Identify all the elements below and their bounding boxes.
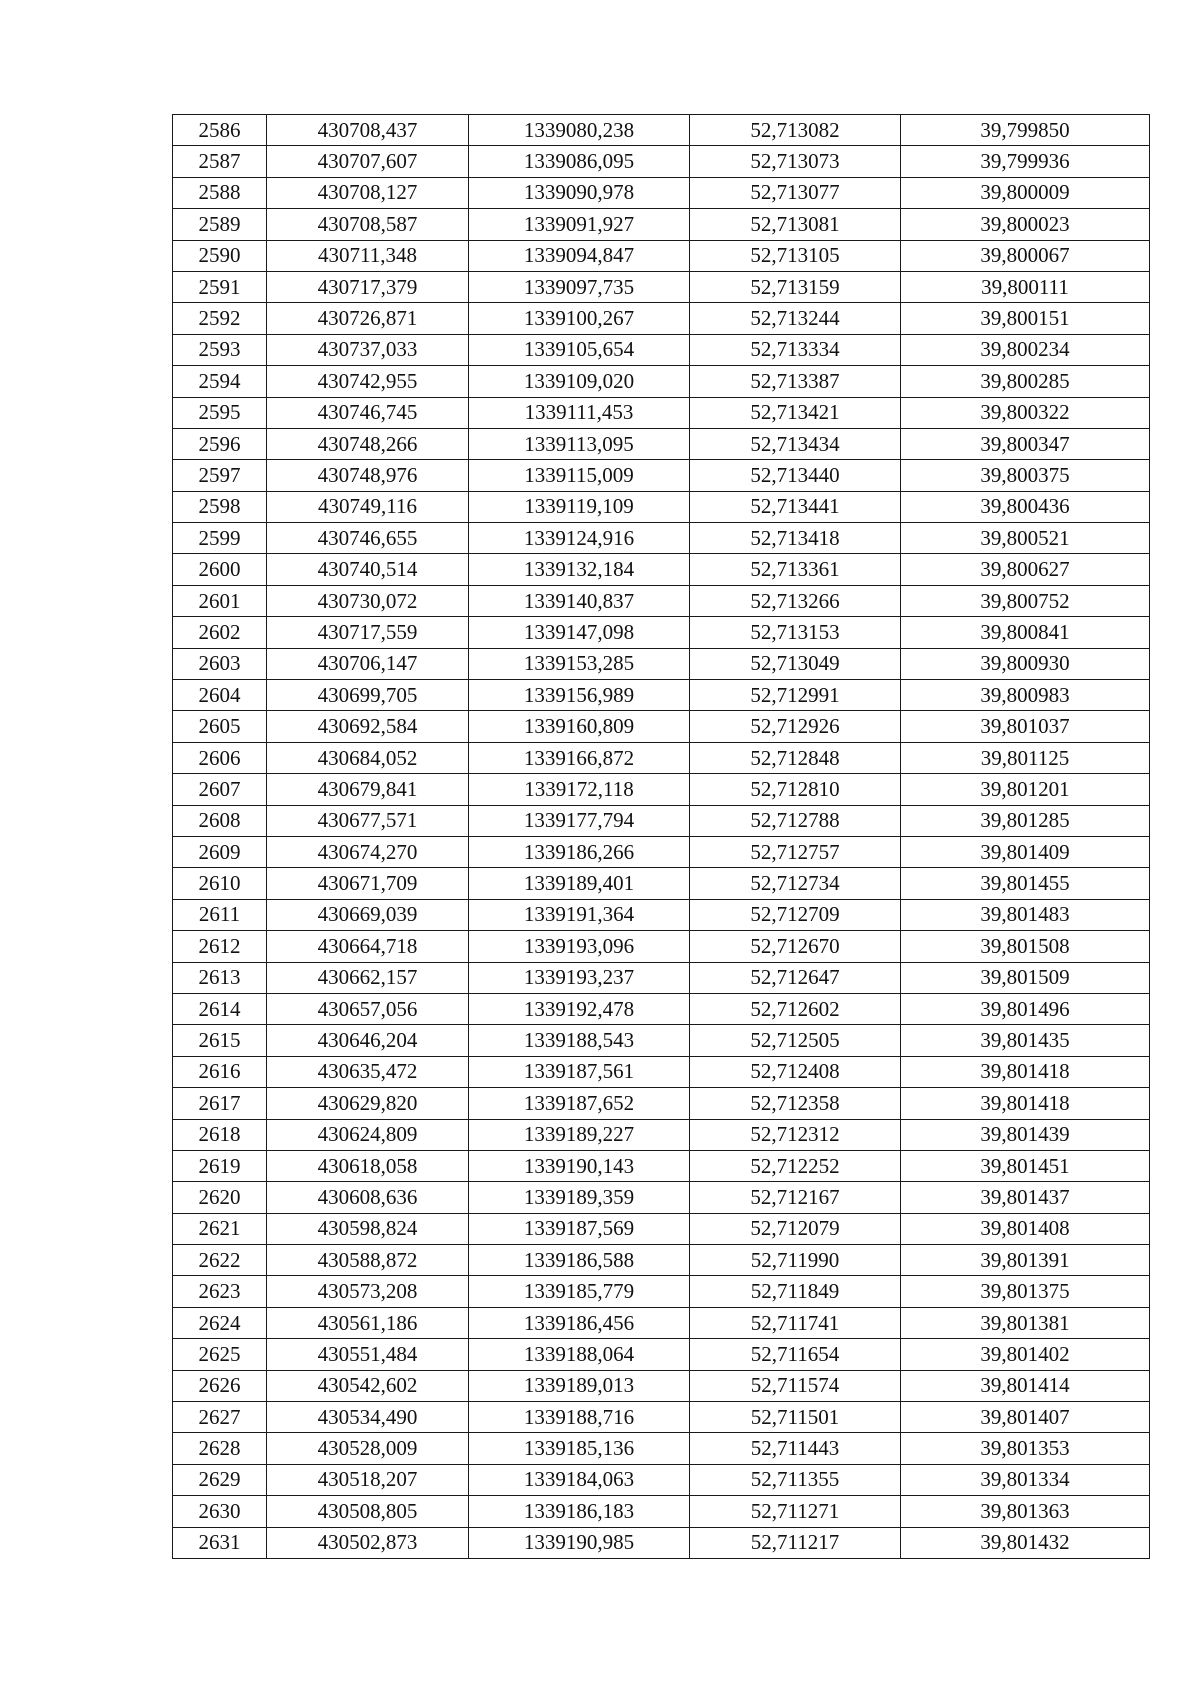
table-row: [173, 366, 1150, 397]
longitude-cell: 39,801402: [901, 1339, 1150, 1370]
y-coordinate-cell: 1339186,456: [469, 1307, 690, 1338]
longitude-cell: 39,801418: [901, 1056, 1150, 1087]
table-row: [173, 1464, 1150, 1495]
x-coordinate-cell: 430717,379: [267, 271, 469, 302]
y-coordinate-cell: 1339119,109: [469, 491, 690, 522]
longitude-cell: 39,801037: [901, 711, 1150, 742]
table-row: [173, 1307, 1150, 1338]
table-row: [173, 1213, 1150, 1244]
table-row: [173, 1276, 1150, 1307]
point-number-cell: 2631: [173, 1527, 267, 1558]
x-coordinate-cell: 430684,052: [267, 742, 469, 773]
latitude-cell: 52,713077: [690, 177, 901, 208]
y-coordinate-cell: 1339189,227: [469, 1119, 690, 1150]
latitude-cell: 52,711271: [690, 1496, 901, 1527]
point-number-cell: 2605: [173, 711, 267, 742]
table-row: [173, 742, 1150, 773]
longitude-cell: 39,801407: [901, 1402, 1150, 1433]
x-coordinate-cell: 430528,009: [267, 1433, 469, 1464]
latitude-cell: 52,713266: [690, 585, 901, 616]
point-number-cell: 2619: [173, 1150, 267, 1181]
y-coordinate-cell: 1339186,266: [469, 836, 690, 867]
point-number-cell: 2616: [173, 1056, 267, 1087]
table-row: [173, 240, 1150, 271]
y-coordinate-cell: 1339113,095: [469, 428, 690, 459]
point-number-cell: 2588: [173, 177, 267, 208]
x-coordinate-cell: 430624,809: [267, 1119, 469, 1150]
y-coordinate-cell: 1339190,985: [469, 1527, 690, 1558]
point-number-cell: 2620: [173, 1182, 267, 1213]
point-number-cell: 2597: [173, 460, 267, 491]
latitude-cell: 52,711217: [690, 1527, 901, 1558]
longitude-cell: 39,800322: [901, 397, 1150, 428]
y-coordinate-cell: 1339094,847: [469, 240, 690, 271]
longitude-cell: 39,799850: [901, 115, 1150, 146]
longitude-cell: 39,800752: [901, 585, 1150, 616]
y-coordinate-cell: 1339140,837: [469, 585, 690, 616]
table-row: [173, 209, 1150, 240]
y-coordinate-cell: 1339187,561: [469, 1056, 690, 1087]
table-row: [173, 1527, 1150, 1558]
longitude-cell: 39,801435: [901, 1025, 1150, 1056]
y-coordinate-cell: 1339109,020: [469, 366, 690, 397]
x-coordinate-cell: 430677,571: [267, 805, 469, 836]
table-row: [173, 931, 1150, 962]
y-coordinate-cell: 1339185,779: [469, 1276, 690, 1307]
latitude-cell: 52,713082: [690, 115, 901, 146]
y-coordinate-cell: 1339193,096: [469, 931, 690, 962]
longitude-cell: 39,800983: [901, 680, 1150, 711]
point-number-cell: 2586: [173, 115, 267, 146]
latitude-cell: 52,713441: [690, 491, 901, 522]
table-row: [173, 899, 1150, 930]
y-coordinate-cell: 1339100,267: [469, 303, 690, 334]
y-coordinate-cell: 1339132,184: [469, 554, 690, 585]
y-coordinate-cell: 1339185,136: [469, 1433, 690, 1464]
point-number-cell: 2614: [173, 993, 267, 1024]
x-coordinate-cell: 430717,559: [267, 617, 469, 648]
x-coordinate-cell: 430746,745: [267, 397, 469, 428]
x-coordinate-cell: 430646,204: [267, 1025, 469, 1056]
point-number-cell: 2617: [173, 1088, 267, 1119]
point-number-cell: 2625: [173, 1339, 267, 1370]
latitude-cell: 52,713159: [690, 271, 901, 302]
longitude-cell: 39,801125: [901, 742, 1150, 773]
latitude-cell: 52,713387: [690, 366, 901, 397]
longitude-cell: 39,801285: [901, 805, 1150, 836]
point-number-cell: 2607: [173, 774, 267, 805]
latitude-cell: 52,713361: [690, 554, 901, 585]
latitude-cell: 52,712810: [690, 774, 901, 805]
latitude-cell: 52,712079: [690, 1213, 901, 1244]
point-number-cell: 2611: [173, 899, 267, 930]
y-coordinate-cell: 1339187,652: [469, 1088, 690, 1119]
x-coordinate-cell: 430708,587: [267, 209, 469, 240]
y-coordinate-cell: 1339190,143: [469, 1150, 690, 1181]
latitude-cell: 52,712848: [690, 742, 901, 773]
y-coordinate-cell: 1339147,098: [469, 617, 690, 648]
y-coordinate-cell: 1339192,478: [469, 993, 690, 1024]
point-number-cell: 2593: [173, 334, 267, 365]
y-coordinate-cell: 1339097,735: [469, 271, 690, 302]
x-coordinate-cell: 430573,208: [267, 1276, 469, 1307]
longitude-cell: 39,801509: [901, 962, 1150, 993]
table-row: [173, 962, 1150, 993]
point-number-cell: 2613: [173, 962, 267, 993]
table-row: [173, 397, 1150, 428]
y-coordinate-cell: 1339186,183: [469, 1496, 690, 1527]
latitude-cell: 52,711849: [690, 1276, 901, 1307]
x-coordinate-cell: 430561,186: [267, 1307, 469, 1338]
table-row: [173, 1433, 1150, 1464]
table-row: [173, 993, 1150, 1024]
longitude-cell: 39,801414: [901, 1370, 1150, 1401]
x-coordinate-cell: 430598,824: [267, 1213, 469, 1244]
y-coordinate-cell: 1339160,809: [469, 711, 690, 742]
x-coordinate-cell: 430662,157: [267, 962, 469, 993]
x-coordinate-cell: 430508,805: [267, 1496, 469, 1527]
table-row: [173, 680, 1150, 711]
point-number-cell: 2626: [173, 1370, 267, 1401]
point-number-cell: 2615: [173, 1025, 267, 1056]
x-coordinate-cell: 430742,955: [267, 366, 469, 397]
point-number-cell: 2595: [173, 397, 267, 428]
y-coordinate-cell: 1339156,989: [469, 680, 690, 711]
longitude-cell: 39,801451: [901, 1150, 1150, 1181]
table-row: [173, 491, 1150, 522]
point-number-cell: 2602: [173, 617, 267, 648]
y-coordinate-cell: 1339086,095: [469, 146, 690, 177]
latitude-cell: 52,711443: [690, 1433, 901, 1464]
table-row: [173, 428, 1150, 459]
table-row: [173, 805, 1150, 836]
x-coordinate-cell: 430699,705: [267, 680, 469, 711]
latitude-cell: 52,712647: [690, 962, 901, 993]
x-coordinate-cell: 430708,437: [267, 115, 469, 146]
x-coordinate-cell: 430502,873: [267, 1527, 469, 1558]
latitude-cell: 52,712757: [690, 836, 901, 867]
longitude-cell: 39,801432: [901, 1527, 1150, 1558]
x-coordinate-cell: 430749,116: [267, 491, 469, 522]
x-coordinate-cell: 430746,655: [267, 523, 469, 554]
longitude-cell: 39,801508: [901, 931, 1150, 962]
table-row: [173, 334, 1150, 365]
point-number-cell: 2622: [173, 1245, 267, 1276]
latitude-cell: 52,711741: [690, 1307, 901, 1338]
longitude-cell: 39,800627: [901, 554, 1150, 585]
longitude-cell: 39,801455: [901, 868, 1150, 899]
point-number-cell: 2603: [173, 648, 267, 679]
longitude-cell: 39,800841: [901, 617, 1150, 648]
longitude-cell: 39,801408: [901, 1213, 1150, 1244]
y-coordinate-cell: 1339177,794: [469, 805, 690, 836]
latitude-cell: 52,711501: [690, 1402, 901, 1433]
point-number-cell: 2612: [173, 931, 267, 962]
point-number-cell: 2618: [173, 1119, 267, 1150]
x-coordinate-cell: 430748,976: [267, 460, 469, 491]
latitude-cell: 52,712788: [690, 805, 901, 836]
x-coordinate-cell: 430740,514: [267, 554, 469, 585]
y-coordinate-cell: 1339184,063: [469, 1464, 690, 1495]
table-row: [173, 177, 1150, 208]
longitude-cell: 39,800930: [901, 648, 1150, 679]
point-number-cell: 2596: [173, 428, 267, 459]
table-row: [173, 648, 1150, 679]
longitude-cell: 39,800067: [901, 240, 1150, 271]
point-number-cell: 2601: [173, 585, 267, 616]
longitude-cell: 39,801409: [901, 836, 1150, 867]
table-row: [173, 774, 1150, 805]
longitude-cell: 39,801363: [901, 1496, 1150, 1527]
y-coordinate-cell: 1339188,543: [469, 1025, 690, 1056]
table-row: [173, 1088, 1150, 1119]
y-coordinate-cell: 1339189,359: [469, 1182, 690, 1213]
x-coordinate-cell: 430707,607: [267, 146, 469, 177]
point-number-cell: 2630: [173, 1496, 267, 1527]
y-coordinate-cell: 1339111,453: [469, 397, 690, 428]
latitude-cell: 52,713049: [690, 648, 901, 679]
y-coordinate-cell: 1339105,654: [469, 334, 690, 365]
table-row: [173, 1402, 1150, 1433]
point-number-cell: 2589: [173, 209, 267, 240]
latitude-cell: 52,713105: [690, 240, 901, 271]
x-coordinate-cell: 430674,270: [267, 836, 469, 867]
y-coordinate-cell: 1339193,237: [469, 962, 690, 993]
x-coordinate-cell: 430671,709: [267, 868, 469, 899]
point-number-cell: 2608: [173, 805, 267, 836]
y-coordinate-cell: 1339188,716: [469, 1402, 690, 1433]
point-number-cell: 2627: [173, 1402, 267, 1433]
point-number-cell: 2590: [173, 240, 267, 271]
table-row: [173, 271, 1150, 302]
table-row: [173, 585, 1150, 616]
point-number-cell: 2587: [173, 146, 267, 177]
table-row: [173, 1150, 1150, 1181]
table-row: [173, 115, 1150, 146]
x-coordinate-cell: 430608,636: [267, 1182, 469, 1213]
longitude-cell: 39,801201: [901, 774, 1150, 805]
x-coordinate-cell: 430534,490: [267, 1402, 469, 1433]
y-coordinate-cell: 1339090,978: [469, 177, 690, 208]
longitude-cell: 39,801353: [901, 1433, 1150, 1464]
y-coordinate-cell: 1339091,927: [469, 209, 690, 240]
latitude-cell: 52,713418: [690, 523, 901, 554]
latitude-cell: 52,713073: [690, 146, 901, 177]
y-coordinate-cell: 1339189,401: [469, 868, 690, 899]
x-coordinate-cell: 430737,033: [267, 334, 469, 365]
y-coordinate-cell: 1339186,588: [469, 1245, 690, 1276]
point-number-cell: 2621: [173, 1213, 267, 1244]
table-row: [173, 617, 1150, 648]
longitude-cell: 39,800023: [901, 209, 1150, 240]
point-number-cell: 2628: [173, 1433, 267, 1464]
coordinates-table: [172, 114, 1150, 1559]
x-coordinate-cell: 430635,472: [267, 1056, 469, 1087]
y-coordinate-cell: 1339188,064: [469, 1339, 690, 1370]
longitude-cell: 39,800151: [901, 303, 1150, 334]
point-number-cell: 2598: [173, 491, 267, 522]
table-row: [173, 303, 1150, 334]
longitude-cell: 39,801483: [901, 899, 1150, 930]
y-coordinate-cell: 1339172,118: [469, 774, 690, 805]
table-row: [173, 554, 1150, 585]
table-row: [173, 1119, 1150, 1150]
latitude-cell: 52,713440: [690, 460, 901, 491]
x-coordinate-cell: 430588,872: [267, 1245, 469, 1276]
longitude-cell: 39,800347: [901, 428, 1150, 459]
point-number-cell: 2624: [173, 1307, 267, 1338]
latitude-cell: 52,713334: [690, 334, 901, 365]
x-coordinate-cell: 430618,058: [267, 1150, 469, 1181]
point-number-cell: 2594: [173, 366, 267, 397]
longitude-cell: 39,800375: [901, 460, 1150, 491]
y-coordinate-cell: 1339166,872: [469, 742, 690, 773]
latitude-cell: 52,712709: [690, 899, 901, 930]
latitude-cell: 52,712505: [690, 1025, 901, 1056]
longitude-cell: 39,801391: [901, 1245, 1150, 1276]
latitude-cell: 52,711654: [690, 1339, 901, 1370]
y-coordinate-cell: 1339124,916: [469, 523, 690, 554]
x-coordinate-cell: 430730,072: [267, 585, 469, 616]
latitude-cell: 52,711574: [690, 1370, 901, 1401]
longitude-cell: 39,800521: [901, 523, 1150, 554]
longitude-cell: 39,801334: [901, 1464, 1150, 1495]
latitude-cell: 52,712252: [690, 1150, 901, 1181]
latitude-cell: 52,713153: [690, 617, 901, 648]
y-coordinate-cell: 1339153,285: [469, 648, 690, 679]
longitude-cell: 39,800234: [901, 334, 1150, 365]
point-number-cell: 2610: [173, 868, 267, 899]
point-number-cell: 2599: [173, 523, 267, 554]
latitude-cell: 52,712602: [690, 993, 901, 1024]
latitude-cell: 52,712312: [690, 1119, 901, 1150]
longitude-cell: 39,801381: [901, 1307, 1150, 1338]
point-number-cell: 2600: [173, 554, 267, 585]
point-number-cell: 2629: [173, 1464, 267, 1495]
point-number-cell: 2591: [173, 271, 267, 302]
table-row: [173, 868, 1150, 899]
y-coordinate-cell: 1339115,009: [469, 460, 690, 491]
table-row: [173, 1056, 1150, 1087]
longitude-cell: 39,801418: [901, 1088, 1150, 1119]
table-row: [173, 1496, 1150, 1527]
latitude-cell: 52,713421: [690, 397, 901, 428]
latitude-cell: 52,713244: [690, 303, 901, 334]
longitude-cell: 39,800436: [901, 491, 1150, 522]
point-number-cell: 2604: [173, 680, 267, 711]
x-coordinate-cell: 430726,871: [267, 303, 469, 334]
x-coordinate-cell: 430551,484: [267, 1339, 469, 1370]
table-row: [173, 146, 1150, 177]
table-row: [173, 1025, 1150, 1056]
x-coordinate-cell: 430629,820: [267, 1088, 469, 1119]
latitude-cell: 52,712991: [690, 680, 901, 711]
table-row: [173, 523, 1150, 554]
y-coordinate-cell: 1339191,364: [469, 899, 690, 930]
y-coordinate-cell: 1339080,238: [469, 115, 690, 146]
y-coordinate-cell: 1339189,013: [469, 1370, 690, 1401]
point-number-cell: 2592: [173, 303, 267, 334]
latitude-cell: 52,712926: [690, 711, 901, 742]
x-coordinate-cell: 430692,584: [267, 711, 469, 742]
longitude-cell: 39,801375: [901, 1276, 1150, 1307]
x-coordinate-cell: 430518,207: [267, 1464, 469, 1495]
x-coordinate-cell: 430711,348: [267, 240, 469, 271]
point-number-cell: 2606: [173, 742, 267, 773]
point-number-cell: 2623: [173, 1276, 267, 1307]
x-coordinate-cell: 430664,718: [267, 931, 469, 962]
longitude-cell: 39,800285: [901, 366, 1150, 397]
table-row: [173, 711, 1150, 742]
latitude-cell: 52,712358: [690, 1088, 901, 1119]
table-row: [173, 1339, 1150, 1370]
x-coordinate-cell: 430657,056: [267, 993, 469, 1024]
longitude-cell: 39,801439: [901, 1119, 1150, 1150]
point-number-cell: 2609: [173, 836, 267, 867]
latitude-cell: 52,712167: [690, 1182, 901, 1213]
x-coordinate-cell: 430669,039: [267, 899, 469, 930]
latitude-cell: 52,711355: [690, 1464, 901, 1495]
x-coordinate-cell: 430679,841: [267, 774, 469, 805]
table-row: [173, 1370, 1150, 1401]
table-row: [173, 1182, 1150, 1213]
table-row: [173, 836, 1150, 867]
x-coordinate-cell: 430706,147: [267, 648, 469, 679]
longitude-cell: 39,801437: [901, 1182, 1150, 1213]
latitude-cell: 52,711990: [690, 1245, 901, 1276]
latitude-cell: 52,712734: [690, 868, 901, 899]
latitude-cell: 52,713434: [690, 428, 901, 459]
coordinates-table-body: [173, 115, 1150, 1559]
table-row: [173, 1245, 1150, 1276]
y-coordinate-cell: 1339187,569: [469, 1213, 690, 1244]
x-coordinate-cell: 430708,127: [267, 177, 469, 208]
latitude-cell: 52,712408: [690, 1056, 901, 1087]
longitude-cell: 39,801496: [901, 993, 1150, 1024]
longitude-cell: 39,799936: [901, 146, 1150, 177]
longitude-cell: 39,800111: [901, 271, 1150, 302]
longitude-cell: 39,800009: [901, 177, 1150, 208]
latitude-cell: 52,712670: [690, 931, 901, 962]
latitude-cell: 52,713081: [690, 209, 901, 240]
table-row: [173, 460, 1150, 491]
x-coordinate-cell: 430542,602: [267, 1370, 469, 1401]
x-coordinate-cell: 430748,266: [267, 428, 469, 459]
